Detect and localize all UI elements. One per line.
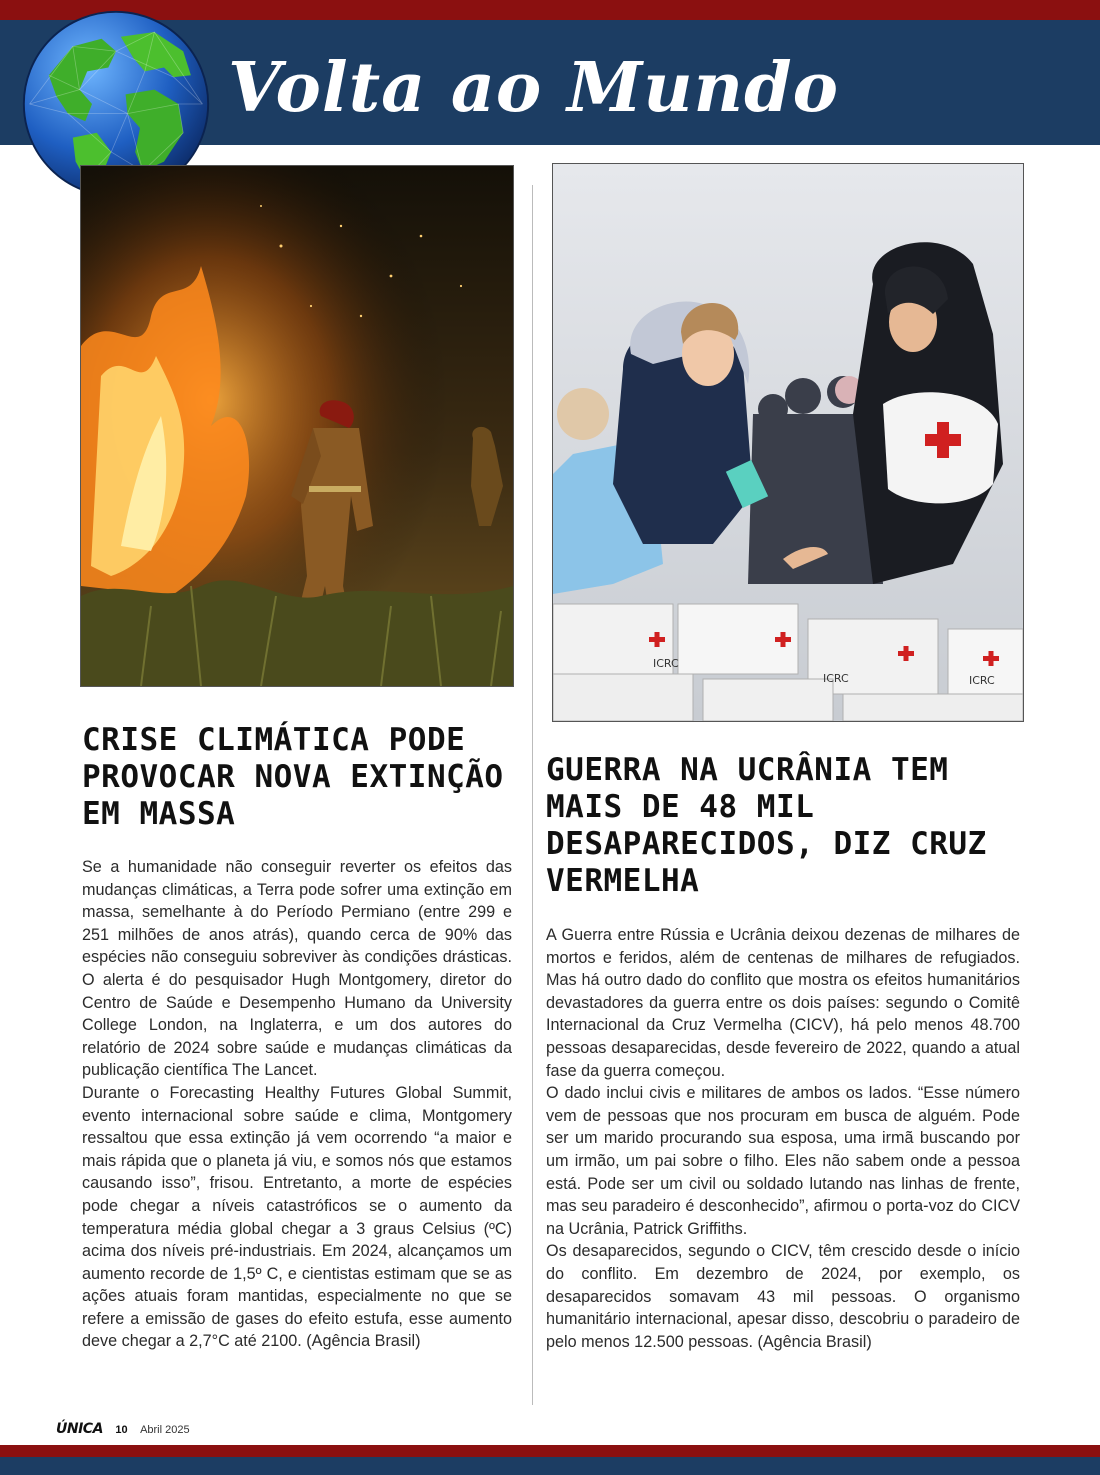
right-headline: GUERRA NA UCRÂNIA TEM MAIS DE 48 MIL DESAPARECIDOS, DIZ CRUZ VERMELHA: [546, 752, 987, 899]
section-title: Volta ao Mundo: [228, 48, 839, 128]
box-label: ICRC: [823, 672, 849, 685]
column-divider: [532, 185, 533, 1405]
right-paragraph-1: A Guerra entre Rússia e Ucrânia deixou dezenas de milhares de mortos e feridos, além de centenas de milhares de refugiados. Mas há outro dado do conflito que mostra os efeitos humanitários devastadores da guerra entre os dois países: segundo o Comitê Internacional da Cruz Vermelha (CICV), há pelo menos 48.700 pessoas desaparecidas, desde fevereiro de 2022, quando a atual fase da guerra começou.: [546, 926, 1020, 1080]
left-paragraph-2: Durante o Forecasting Healthy Futures Global Summit, evento internacional sobre saúde e clima, Montgomery ressaltou que essa extinção já vem ocorrendo “a maior e mais rápida que o planeta já viu, e somos nós que estamos causando isso”, frisou. Entretanto, a morte de espécies pode chegar a níveis catastróficos se o aumento da temperatura média global chegar a 3 graus Celsius (ºC) acima dos níveis pré-industriais. Em 2024, alcançamos um aumento recorde de 1,5º C, e cientistas estimam que se as ações atuais foram mantidas, especialmente no que se refere a emissão de gases do efeito estufa, esse aumento deve chegar a 2,7°C até 2100. (Agência Brasil): [82, 1083, 512, 1351]
right-paragraph-3: Os desaparecidos, segundo o CICV, têm crescido desde o início do conflito. Em dezembro de 2024, por exemplo, os desaparecidos somavam 43 mil pessoas. O organismo humanitário internacional, apesar disso, descobriu o paradeiro de pelo menos 12.500 pessoas. (Agência Brasil): [546, 1242, 1020, 1351]
left-headline: CRISE CLIMÁTICA PODE PROVOCAR NOVA EXTINÇÃO EM MASSA: [82, 722, 504, 832]
left-article-body: [82, 856, 512, 1353]
right-paragraph-2: O dado inclui civis e militares de ambos os lados. “Esse número vem de pessoas que nos procuram em busca de alguém. Pode ser um marido procurando sua esposa, uma irmã buscando por um irmão, um pai sobre o filho. Eles não sabem onde a pessoa está. Pode ser um civil ou soldado lutando nas linhas de frente, mas seu paradeiro é desconhecido”, afirmou o porta-voz do CICV na Ucrânia, Patrick Griffiths.: [546, 1084, 1020, 1238]
bottom-blue-band: [0, 1457, 1100, 1475]
wildfire-photo: [80, 165, 514, 687]
bottom-red-band: [0, 1445, 1100, 1457]
page-footer: [56, 1420, 190, 1436]
box-label: ICRC: [969, 674, 995, 687]
right-article-body: [546, 924, 1020, 1353]
left-paragraph-1: Se a humanidade não conseguir reverter os efeitos das mudanças climáticas, a Terra pode sofrer uma extinção em massa, semelhante à do Período Permiano (entre 299 e 251 milhões de anos atrás), quando cerca de 90% das espécies não conseguiu sobreviver às condições drásticas. O alerta é do pesquisador Hugh Montgomery, diretor do Centro de Saúde e Desempenho Humano da University College London, na Inglaterra, e um dos autores do relatório de 2024 sobre saúde e mudanças climáticas da publicação científica The Lancet.: [82, 858, 512, 1080]
issue-date: Abril 2025: [140, 1424, 190, 1436]
red-cross-aid-photo: [552, 163, 1024, 722]
magazine-logo: ÚNICA: [56, 1421, 103, 1437]
box-label: ICRC: [653, 657, 679, 670]
page-number: 10: [115, 1424, 128, 1436]
